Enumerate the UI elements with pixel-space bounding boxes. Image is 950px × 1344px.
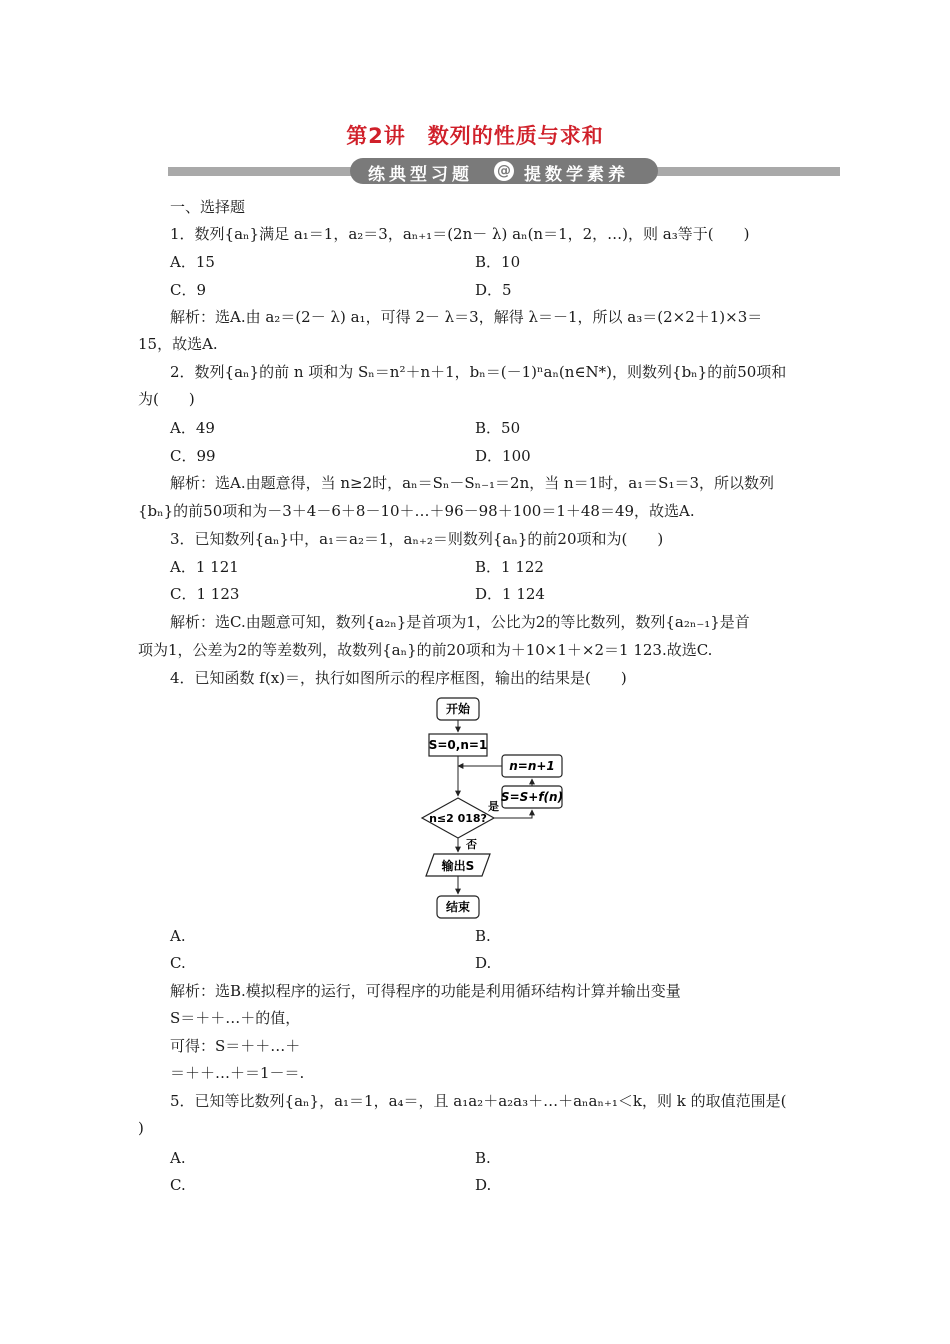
q2-option-a: A．49 (170, 419, 215, 437)
q4-option-a: A. (170, 927, 186, 945)
q2-option-d: D．100 (475, 447, 531, 465)
flow-update-s-text: S=S+f(n) (500, 790, 564, 804)
section-banner (168, 158, 840, 184)
q2-option-c: C．99 (170, 447, 216, 465)
banner-badge-icon: @ (494, 161, 514, 181)
q4-option-c: C. (170, 954, 186, 972)
q5-stem-line1: 5．已知等比数列{aₙ}，a₁＝1，a₄＝，且 a₁a₂＋a₂a₃＋…＋aₙaₙ₊₁＜k，则 k 的取值范围是( (170, 1092, 787, 1110)
q2-solution-line1: 解析：选A.由题意得，当 n≥2时，aₙ＝Sₙ－Sₙ₋₁＝2n，当 n＝1时，a₁＝S₁＝3，所以数列 (170, 474, 775, 492)
q1-option-c: C．9 (170, 281, 207, 299)
q5-option-c: C. (170, 1176, 186, 1194)
q3-solution-line2: 项为1，公差为2的等差数列，故数列{aₙ}的前20项和为＋10×1＋×2＝1 123.故选C. (138, 641, 713, 659)
q4-stem: 4．已知函数 f(x)＝，执行如图所示的程序框图，输出的结果是( ) (170, 669, 627, 687)
q4-solution-line1: 解析：选B.模拟程序的运行，可得程序的功能是利用循环结构计算并输出变量 (170, 982, 681, 1000)
q5-option-d: D. (475, 1176, 492, 1194)
q3-solution-line1: 解析：选C.由题意可知，数列{a₂ₙ}是首项为1，公比为2的等比数列，数列{a₂ₙ₋₁}是首 (170, 613, 750, 631)
flow-output-text: 输出S (441, 859, 475, 873)
q1-solution-line1: 解析：选A.由 a₂＝(2－ λ) a₁，可得 2－ λ＝3，解得 λ＝－1，所以 a₃＝(2×2＋1)×3＝ (170, 308, 763, 326)
flow-decision-text: n≤2 018? (429, 812, 487, 825)
q3-option-d: D．1 124 (475, 585, 545, 603)
flow-init-text: S=0,n=1 (428, 738, 488, 752)
q1-stem: 1．数列{aₙ}满足 a₁＝1，a₂＝3，aₙ₊₁＝(2n－ λ) aₙ(n＝1，2，…)，则 a₃等于( ) (170, 225, 750, 243)
q5-option-a: A. (170, 1149, 186, 1167)
q3-option-a: A．1 121 (170, 558, 239, 576)
q3-stem: 3．已知数列{aₙ}中，a₁＝a₂＝1，aₙ₊₂＝则数列{aₙ}的前20项和为( ) (170, 530, 664, 548)
q1-option-a: A．15 (170, 253, 215, 271)
q2-solution-line2: {bₙ}的前50项和为－3＋4－6＋8－10＋…＋96－98＋100＝1＋48＝49，故选A. (138, 502, 695, 520)
q4-solution-line2: S＝＋＋…＋的值， (170, 1009, 301, 1027)
q4-solution-line3: 可得：S＝＋＋…＋ (170, 1037, 301, 1055)
flowchart (420, 696, 570, 924)
banner-right-text: 提数学素养 (524, 165, 629, 185)
flow-no-label: 否 (466, 838, 477, 851)
q5-stem-line2: ) (138, 1119, 144, 1137)
q2-stem-line2: 为( ) (138, 390, 195, 408)
q1-option-b: B．10 (475, 253, 521, 271)
q1-solution-line2: 15，故选A. (138, 335, 218, 353)
section-heading: 一、选择题 (170, 198, 246, 216)
q4-option-b: B. (475, 927, 491, 945)
flow-start-text: 开始 (445, 702, 471, 716)
flow-yes-label: 是 (488, 800, 499, 813)
q5-option-b: B. (475, 1149, 491, 1167)
flow-end-text: 结束 (445, 900, 471, 914)
q3-option-c: C．1 123 (170, 585, 240, 603)
q2-option-b: B．50 (475, 419, 521, 437)
page-title: 第2讲 数列的性质与求和 (346, 124, 604, 148)
flow-update-n-text: n=n+1 (509, 759, 555, 773)
q2-stem-line1: 2．数列{aₙ}的前 n 项和为 Sₙ＝n²＋n＋1，bₙ＝(－1)ⁿaₙ(n∈N*)，则数列{bₙ}的前50项和 (170, 363, 787, 381)
q4-option-d: D. (475, 954, 492, 972)
q3-option-b: B．1 122 (475, 558, 544, 576)
banner-left-text: 练典型习题 (368, 165, 473, 185)
q4-solution-line4: ＝＋＋…＋＝1－＝. (170, 1064, 305, 1082)
q1-option-d: D．5 (475, 281, 512, 299)
